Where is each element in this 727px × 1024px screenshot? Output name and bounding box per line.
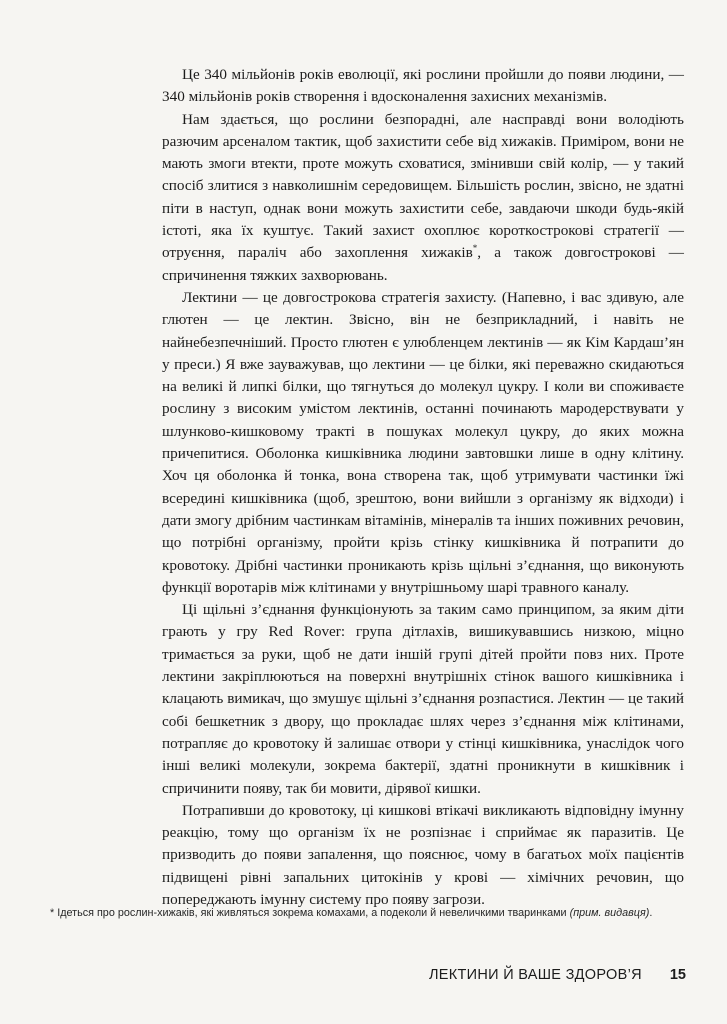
footnote-publisher-note: (прим. видавця) xyxy=(569,907,650,919)
paragraph-2-tail: , а також довгострокові — спричинення тяжких захворювань. xyxy=(162,244,684,284)
page-footer xyxy=(380,967,686,987)
paragraph-1: Це 340 мільйонів років еволюції, які рослини пройшли до появи людини, — 340 мільйонів років створення і вдосконалення захисних механізмів. xyxy=(162,66,684,106)
paragraph-3: Лектини — це довгострокова стратегія захисту. (Напевно, і вас здивую, але глютен — це лектин. Звісно, він не безприкладний, і навіть не найнебезпечніший. Просто глютен є улюбленцем лектинів — як Кім Кардаш’ян у преси.) Я вже зауважував, що лектини — це білки, які переважно скидаються на великі й липкі білки, що тягнуться до молекул цукру. І коли ви споживаєте рослину з високим умістом лектинів, останні починають мародерствувати у шлунково-кишковому тракті в пошуках молекул цукру, до яких можна причепитися. Оболонка кишківника людини завтовшки лише в одну клітину. Хоч ця оболонка й тонка, вона створена так, щоб утримувати частинки їжі всередині кишківника (щоб, зрештою, вони вийшли з організму як відходи) і дати змогу дрібним частинкам вітамінів, мінералів та інших поживних речовин, що потрібні організму, пройти крізь стінку кишківника й потрапити до кровотоку. Дрібні частинки проникають крізь щільні з’єднання, що виконують функції воротарів між клітинами у внутрішньому шарі травного каналу. xyxy=(162,288,684,596)
paragraph-2 xyxy=(162,109,684,287)
main-text xyxy=(162,64,684,911)
footnote-end: . xyxy=(649,907,653,919)
page-number: 15 xyxy=(669,967,686,983)
footnote-marker: * xyxy=(472,243,478,254)
paragraph-2-text: Нам здається, що рослини безпорадні, але насправді вони володіють разючим арсеналом тактик, щоб захистити себе від хижаків. Приміром, вони не мають змоги втекти, проте можуть сховатися, змінивши свій колір, — у такий спосіб злитися з навколишнім середовищем. Більшість рослин, звісно, не здатні піти в наступ, однак вони можуть захистити себе, завдаючи шкоди будь-якій істоті, яка їх куштує. Такий захист охоплює короткострокові стратегії — отруєння, параліч або захоплення хижаків xyxy=(162,110,684,262)
running-title: ЛЕКТИНИ Й ВАШЕ ЗДОРОВ’Я xyxy=(428,967,642,983)
footnote xyxy=(50,905,686,921)
paragraph-5: Потрапивши до кровотоку, ці кишкові втікачі викликають відповідну імунну реакцію, тому що організм їх не розпізнає і сприймає як паразитів. Це призводить до появи запалення, що пояснює, чому в багатьох моїх пацієнтів підвищені рівні запальних цитокінів у крові — хімічних речовин, що попереджають імунну систему про появу загрози. xyxy=(162,801,684,908)
paragraph-4: Ці щільні з’єднання функціонують за таким само принципом, за яким діти грають у гру Red Rover: група дітлахів, вишикувавшись низкою, міцно тримається за руки, щоб не дати іншій групі дітей пройти повз них. Проте лектини закріплюються на поверхні внутрішніх стінок вашого кишківника і клацають вимикач, що змушує щільні з’єднання розпастися. Лектин — це такий собі бешкетник з двору, що прокладає шлях через з’єднання між клітинами, потрапляє до кровотоку й залишає отвори у стінці кишківника, унаслідок чого інші великі молекули, зокрема бактерії, здатні проникнути в кишківник і спричинити появу, так би мовити, дірявої кишки. xyxy=(162,601,684,797)
footnote-text: * Ідеться про рослин-хижаків, які живляться зокрема комахами, а подеколи й невеличкими тваринками xyxy=(50,907,570,919)
